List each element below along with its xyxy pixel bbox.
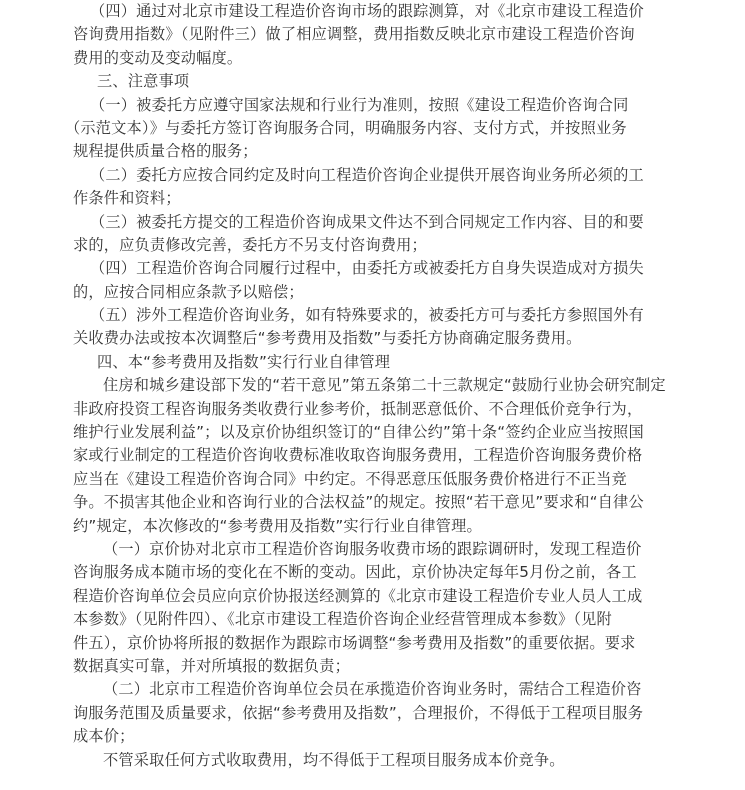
text-line: （一）被委托方应遵守国家法规和行业行为准则，按照《建设工程造价咨询合同	[90, 95, 629, 114]
text-line: （四）通过对北京市建设工程造价咨询市场的跟踪测算，对《北京市建设工程造价	[90, 2, 644, 20]
text-line: 住房和城乡建设部下发的“若干意见”第五条第二十三款规定“鼓励行业协会研究制定	[103, 376, 666, 395]
text-line: 咨询费用指数》（见附件三）做了相应调整，费用指数反映北京市建设工程造价咨询	[73, 25, 635, 44]
text-line: 本参数》（见附件四）、《北京市建设工程造价咨询企业经营管理成本参数》（见附	[73, 610, 612, 629]
text-line: 非政府投资工程咨询服务类收费行业参考价，抵制恶意低价、不合理低价竞争行为，	[73, 399, 643, 418]
text-line: 关收费办法或按本次调整后“参考费用及指数”与委托方协商确定服务费用。	[73, 329, 582, 348]
text-line: 成本价；	[73, 727, 135, 746]
text-line: 求的，应负责修改完善，委托方不另支付咨询费用；	[73, 235, 427, 254]
text-line: （五）涉外工程造价咨询业务，如有特殊要求的，被委托方可与委托方参照国外有	[90, 306, 644, 325]
section-heading: 三、注意事项	[97, 72, 190, 91]
text-line: 规程提供质量合格的服务；	[73, 142, 258, 161]
text-line: 争。不损害其他企业和咨询行业的合法权益”的规定。按照“若干意见”要求和“自律公	[73, 493, 644, 512]
text-line: 的，应按合同相应条款予以赔偿；	[73, 282, 304, 301]
text-line: （示范文本）》与委托方签订咨询服务合同，明确服务内容、支付方式，并按照业务	[65, 118, 627, 137]
text-line: （一）京价协对北京市工程造价咨询服务收费市场的跟踪调研时，发现工程造价	[103, 539, 642, 558]
text-line: 不管采取任何方式收取费用，均不得低于工程项目服务成本价竞争。	[103, 750, 565, 769]
text-line: 咨询服务成本随市场的变化在不断的变动。因此，京价协决定每年5月份之前，各工	[73, 563, 637, 582]
text-line: 费用的变动及变动幅度。	[73, 48, 243, 67]
text-line: 约”规定，本次修改的“参考费用及指数”实行行业自律管理。	[73, 516, 482, 535]
text-line: 家或行业制定的工程造价咨询收费标准收取咨询服务费用，工程造价咨询服务费价格	[73, 446, 643, 465]
text-line: 维护行业发展利益”；以及京价协组织签订的“自律公约”第十条“签约企业应当按照国	[73, 423, 644, 442]
text-line: （二）委托方应按合同约定及时向工程造价咨询企业提供开展咨询业务所必须的工	[90, 165, 644, 184]
section-heading: 四、本“参考费用及指数”实行行业自律管理	[97, 352, 391, 371]
text-line: 数据真实可靠，并对所填报的数据负责；	[73, 656, 350, 675]
text-line: 件五），京价协将所报的数据作为跟踪市场调整“参考费用及指数”的重要依据。要求	[73, 633, 636, 652]
text-line: 应当在《建设工程造价咨询合同》中约定。不得恶意压低服务费价格进行不正当竞	[73, 469, 627, 488]
text-line: （二）北京市工程造价咨询单位会员在承揽造价咨询业务时，需结合工程造价咨	[103, 680, 642, 699]
text-line: 作条件和资料；	[73, 189, 181, 208]
document-body	[65, 0, 673, 772]
text-line: （三）被委托方提交的工程造价咨询成果文件达不到合同规定工作内容、目的和要	[90, 212, 644, 231]
text-line: 询服务范围及质量要求，依据“参考费用及指数”，合理报价，不得低于工程项目服务	[73, 703, 644, 722]
text-line: 程造价咨询单位会员应向京价协报送经测算的《北京市建设工程造价专业人员人工成	[73, 586, 643, 605]
text-line: （四）工程造价咨询合同履行过程中，由委托方或被委托方自身失误造成对方损失	[90, 259, 644, 278]
